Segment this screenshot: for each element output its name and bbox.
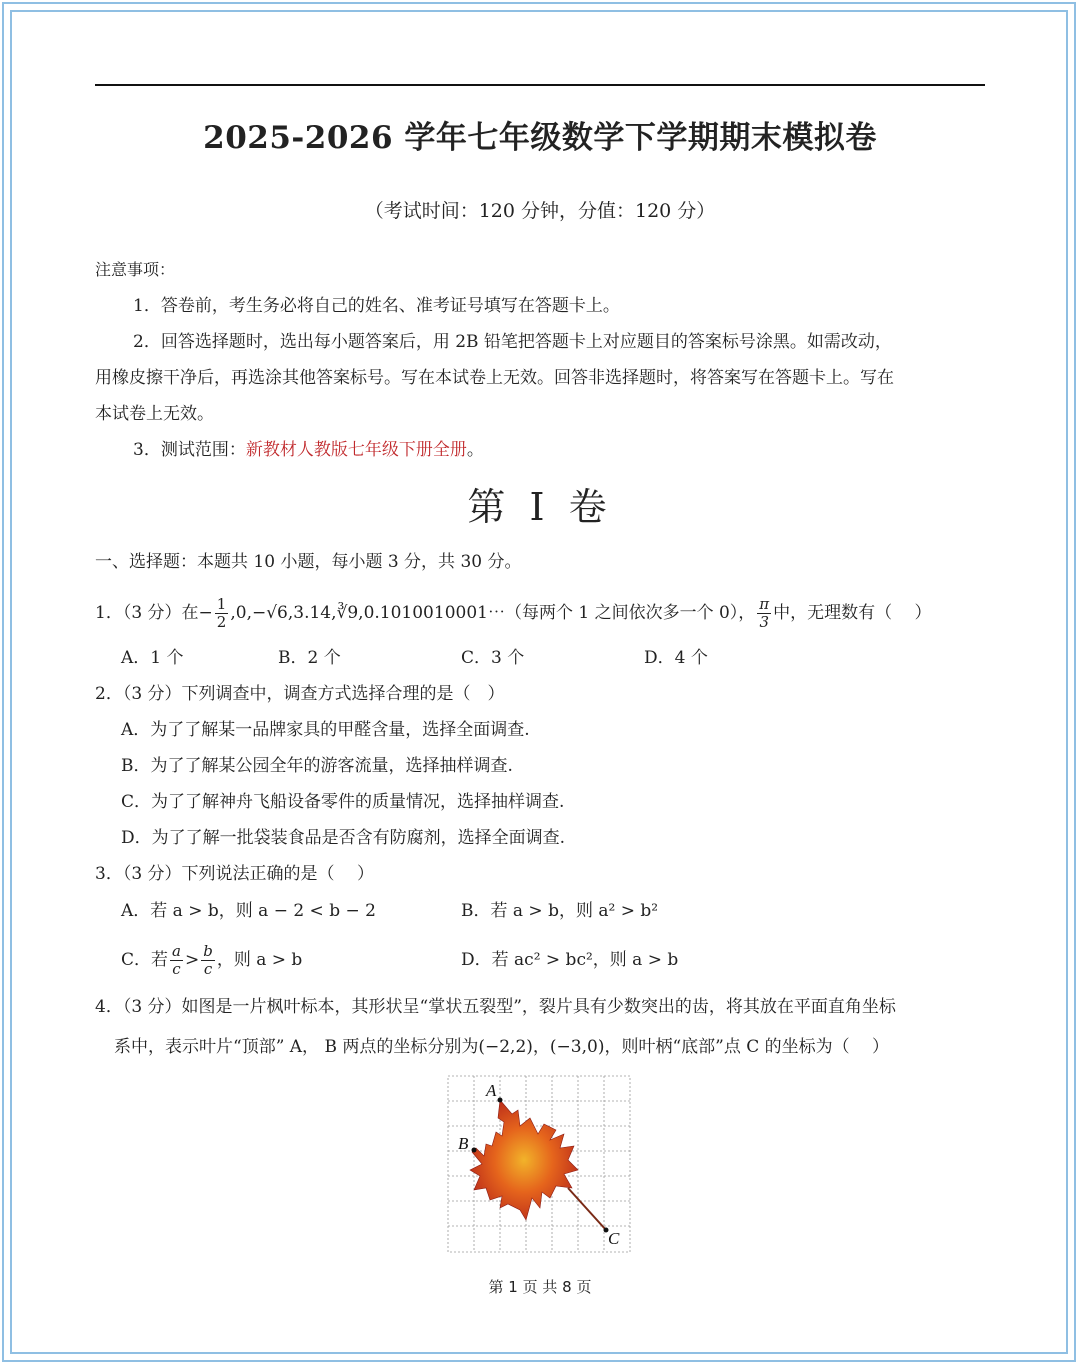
notice-item-3-suffix: 。 <box>466 440 484 460</box>
q3-option-a: A．若 a > b，则 a − 2 < b − 2 <box>121 901 376 921</box>
notice-heading: 注意事项： <box>95 260 176 279</box>
q1-fraction-half: $\frac{1}{2}$ <box>216 595 227 631</box>
page-footer: 第 1 页 共 8 页 <box>488 1278 592 1296</box>
question-2-stem: 2．（3 分）下列调查中，调查方式选择合理的是（ ） <box>95 684 505 704</box>
test-range: 新教材人教版七年级下册全册 <box>245 440 467 460</box>
q3-fraction-b-over-c: $\frac{b}{c}$ <box>203 942 213 978</box>
q1-option-b: B．2 个 <box>278 648 341 668</box>
maple-leaf <box>470 1100 578 1220</box>
label-b: B <box>458 1134 469 1153</box>
q2-option-d: D．为了了解一批袋装食品是否含有防腐剂，选择全面调查. <box>121 828 566 848</box>
q1-prefix: 1．（3 分）在 <box>95 603 199 623</box>
q1-fraction-pi: $\frac{\pi}{3}$ <box>759 595 770 631</box>
notice-item-2-line-3: 本试卷上无效。 <box>95 404 214 424</box>
notice-item-3 <box>133 438 484 462</box>
volume-heading: 第 I 卷 <box>467 485 613 529</box>
exam-subtitle: （考试时间：120 分钟，分值：120 分） <box>364 200 716 222</box>
point-a <box>498 1098 503 1103</box>
notice-item-2-line-1: 2．回答选择题时，选出每小题答案后，用 2B 铅笔把答题卡上对应题目的答案标号涂黑。如需改动， <box>133 332 892 352</box>
label-a: A <box>486 1081 497 1100</box>
question-1-stem: 1．（3 分）在− $\frac{1}{2}$ ,0,−√6,3.14,∛9,0.1010010001⋯（每两个 1 之间依次多一个 0）， $\frac{\pi}{3}$ 中，无理数有（ ） <box>95 595 932 631</box>
notice-item-1: 1．答卷前，考生务必将自己的姓名、准考证号填写在答题卡上。 <box>133 296 620 316</box>
coordinate-grid-svg <box>446 1074 632 1254</box>
q1-option-c: C．3 个 <box>461 648 525 668</box>
q3-option-b: B．若 a > b，则 a² > b² <box>461 901 659 921</box>
q3-option-d: D．若 ac² > bc²，则 a > b <box>461 950 679 970</box>
q1-suffix: 中，无理数有（ ） <box>773 603 932 623</box>
q1-paren-note: （每两个 1 之间依次多一个 0）， <box>504 603 756 623</box>
notice-item-2-line-2: 用橡皮擦干净后，再选涂其他答案标号。写在本试卷上无效。回答非选择题时，将答案写在答题卡上。写在 <box>95 368 894 388</box>
q2-option-c: C．为了了解神舟飞船设备零件的质量情况，选择抽样调查. <box>121 792 565 812</box>
question-3-stem: 3．（3 分）下列说法正确的是（ ） <box>95 864 374 884</box>
q1-option-d: D．4 个 <box>644 648 708 668</box>
q1-option-a: A．1 个 <box>121 648 184 668</box>
q3-fraction-a-over-c: $\frac{a}{c}$ <box>172 942 181 978</box>
q1-numbers: 0,−√6,3.14,∛9,0.1010010001⋯ <box>235 603 505 623</box>
question-4-line-2: 系中，表示叶片“顶部” A， B 两点的坐标分别为(−2,2)，(−3,0)，则叶柄“底部”点 C 的坐标为（ ） <box>114 1037 890 1057</box>
q3-option-c: C．若 $\frac{a}{c}$ > $\frac{b}{c}$ ，则 a > b <box>121 942 303 978</box>
point-b <box>472 1148 477 1153</box>
q2-option-b: B．为了了解某公园全年的游客流量，选择抽样调查. <box>121 756 513 776</box>
question-4-line-1: 4．（3 分）如图是一片枫叶标本，其形状呈“掌状五裂型”，裂片具有少数突出的齿，将其放在平面直角坐标 <box>95 997 896 1017</box>
label-c: C <box>608 1229 620 1248</box>
exam-title: 2025-2026 学年七年级数学下学期期末模拟卷 <box>203 120 877 156</box>
header-rule <box>95 84 985 86</box>
notice-item-3-prefix: 3．测试范围： <box>133 440 246 460</box>
section-heading: 一、选择题：本题共 10 小题，每小题 3 分，共 30 分。 <box>95 552 522 572</box>
leaf-stem <box>568 1188 606 1230</box>
maple-leaf-figure <box>446 1074 632 1254</box>
q2-option-a: A．为了了解某一品牌家具的甲醛含量，选择全面调查. <box>121 720 530 740</box>
